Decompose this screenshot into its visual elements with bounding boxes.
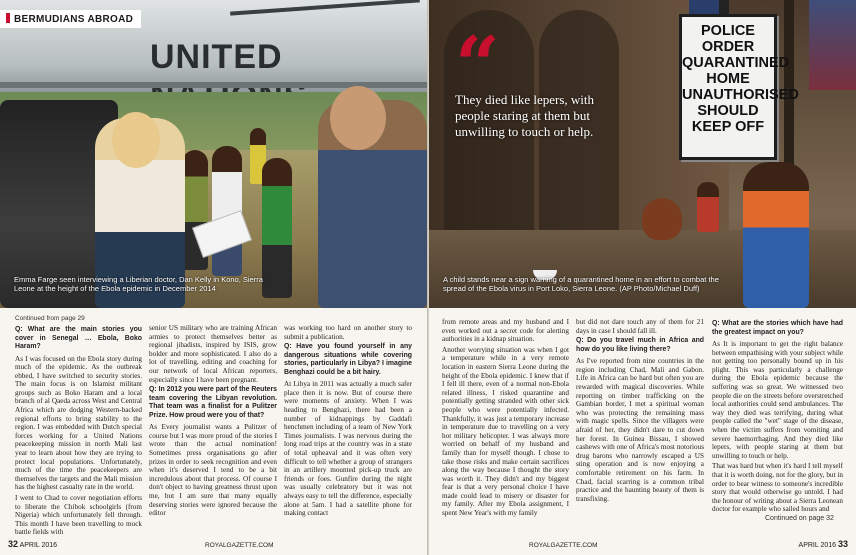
article-paragraph: but did not dare touch any of them for 21 days in case I should fall ill. — [576, 318, 704, 335]
interview-question: Q: In 2012 you were part of the Reuters team covering the Libyan revolution. That team was a finalist for a Pulitzer Prize. How proud were you of that? — [149, 386, 277, 419]
interview-question: Q: Have you found yourself in any dangerous situations while covering stories, particularly in Libya? I imagine Benghazi could be a bit hairy. — [284, 343, 412, 376]
woman — [743, 162, 809, 308]
article-paragraph: As I've reported from nine countries in the region including Chad, Mali and Gabon. Life in Africa can be hard but often you are rewarded with magical discoveries. While reporting on timber trafficking on the Gambian border, I met a spiritual woman who was protecting the remaining mass with magic spells. Since the villagers were afraid of her, they didn't dare to cut down her forest. In Guinea Bissau, I showed cashews with one of Africa's most notorious drug barons who narrowly escaped a US sting operation and is now enjoying a comfortable retirement on his farm. In Chad, facial scarring is a common tribal practice and the haunting beauty of them is transfixing. — [576, 357, 704, 503]
right-photo — [429, 0, 856, 308]
left-footer-page: 32 APRIL 2016 — [8, 539, 58, 549]
article-paragraph: from remote areas and my husband and I even worked out a secret code for alerting authorities in a kidnap situation. — [442, 318, 569, 344]
article-paragraph: That was hard but when it's hard I tell myself that it is worth doing, not for the glory, but in order to bear witness to someone's incredible story that would otherwise go untold. I had the honour of writing about a Sierra Leonean doctor for example who sailed hours and — [712, 462, 843, 514]
right-photo-caption: A child stands near a sign warning of a quarantined home in an effort to combat the spread of the Ebola virus in Port Loko, Sierra Leone. (AP Photo/Michael Duff) — [443, 275, 719, 293]
right-page — [429, 0, 856, 555]
article-paragraph: was working too hard on another story to submit a publication. — [284, 324, 412, 341]
article-paragraph: I went to Chad to cover negotiation efforts to liberate the Chibok schoolgirls (from Nigeria) which unfortunately fell through. This month I have been travelling to mock battle fields with — [15, 494, 142, 537]
left-photo-caption: Emma Farge seen interviewing a Liberian doctor, Dan Kelly in Kono, Sierra Leone at the height of the Ebola epidemic in December 2014 — [14, 275, 263, 293]
quote-mark: “ — [455, 20, 496, 111]
right-column-1 — [442, 318, 569, 520]
left-photo — [0, 0, 427, 308]
interview-question: Q: What are the stories which have had the greatest impact on you? — [712, 320, 843, 336]
article-paragraph: Another worrying situation was when I got a temperature while in a very remote location in eastern Sierra Leone during the height of the Ebola epidemic. I knew that if I fell ill there, even of a normal non-Ebola related illness, I risked quarantine and potentially getting stranded with other sick people who were potentially infected. Thankfully, it was just a temporary increase in temperature due to travelling on a very hot military helicopter. I was always more worried on behalf of my husband and family than for myself though. I chose to take those risks and make certain sacrifices along the way because I thought the story was worth it. They didn't and my biggest fear is that a very personal choice I have made could lead to misery or disaster for my family. After my Ebola assignment, I spent New Year's with my family — [442, 345, 569, 518]
quarantine-sign-text: POLICE ORDER QUARANTINED HOME UNAUTHORISED SHOULD KEEP OFF — [682, 23, 799, 135]
section-tab: BERMUDIANS ABROAD — [0, 10, 141, 28]
left-page — [0, 0, 427, 555]
interview-question: Q: Do you travel much in Africa and how do you like living there? — [576, 337, 704, 353]
right-footer-site[interactable]: ROYALGAZETTE.COM — [529, 542, 598, 549]
article-paragraph: As I was focused on the Ebola story during much of the epidemic. As the outbreak ebbed, I have switched to security stories. The main focus is on Islamist militant groups such as Boko Haram and a local branch of al Qaeda across West and Central Africa which are dodging Western-backed regional efforts to bring stability to the region. I was embedded with Dutch special forces working for a United Nations peacekeeping mission in north Mali last year to learn about how they are trying to protect local populations. Unfortunately, much of the time the peacekeepers are themselves the targets and the Mali mission has the highest casualty rate in the world. — [15, 354, 142, 492]
article-paragraph: As It is important to get the right balance between empathising with your subject while not getting too personally bound up in his plight. This was particularly a challenge during the Ebola epidemic because the suffering was so great. We witnessed two people die on the streets before overstretched local authorities could send ambulances. The way they died was terrifying, during what people called the "wet" stage of the disease, when the victim suffers from vomiting and severe haemorrhaging. And they died like lepers, with people staring at them but unwilling to touch or help. — [712, 340, 843, 460]
quarantine-sign — [679, 14, 799, 160]
left-footer-site[interactable]: ROYALGAZETTE.COM — [205, 542, 274, 549]
plane-text: UNITED — [150, 38, 283, 76]
right-column-3 — [712, 318, 843, 516]
left-column-3 — [284, 324, 412, 520]
pull-quote: They died like lepers, with people staring at them but unwilling to touch or help. — [455, 92, 594, 139]
article-paragraph: senior US military who are training African armies to protect themselves better as regional jihadists, inspired by ISIS, grow bolder and more sophisticated. I also do a lot of travelling, editing and coaching for our network of local African reporters, especially since I have been pregnant. — [149, 324, 277, 384]
rooster — [642, 198, 682, 240]
continued-from: Continued from page 29 — [15, 315, 85, 322]
right-column-2 — [576, 318, 704, 505]
article-paragraph: At Libya in 2011 was actually a much safer place then it is now. But of course there were moments of anxiety. When I was heading to Benghazi, there had been a number of kidnappings by Gaddafi henchmen including of a team of New York Times journalists. I was nervous during the long road trips at the country was in a state of total upheaval and it was often very difficult to tell whether a group of strangers in an artillery mounted pick-up truck are friends or foes. Gunfire during the night was usually celebratory but it was not always easy to tell the difference, especially alone at 5am. I had a satellite phone for making contact — [284, 380, 412, 518]
child — [697, 182, 719, 232]
interview-question: Q: What are the main stories you cover in Senegal … Ebola, Boko Haram? — [15, 326, 142, 350]
article-paragraph: As Every journalist wants a Pulitzer of course but I was more proud of the stories I wrote than the actual nomination! Sometimes press organisations go after prizes in order to seek recognition and even when it's deserved I tend to be a bit incredulous about that process. Of course I don't object to having greatness thrust upon me, but I am sure that many equally deserving stories were ignored because the editor — [149, 423, 277, 518]
left-column-2 — [149, 324, 277, 520]
left-column-1 — [15, 324, 142, 539]
continued-on: Continued on page 32 — [765, 515, 834, 522]
right-footer-page: APRIL 2016 33 — [798, 539, 848, 549]
